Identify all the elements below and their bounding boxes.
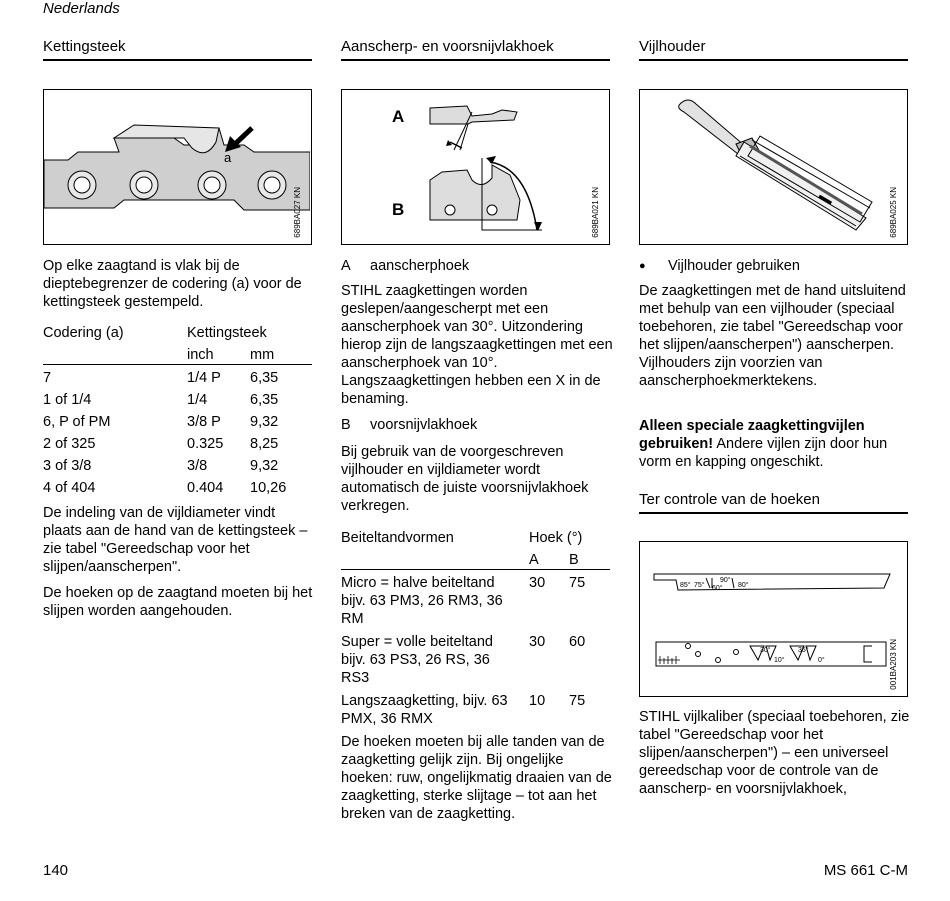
table-cell: Micro = halve beiteltand bijv. 63 PM3, 26 RM3, 36 RM: [341, 575, 503, 627]
gauge-top-label: 80°: [738, 582, 749, 589]
cutter-shapes-table: [341, 529, 610, 728]
label-b-text: voorsnijvlakhoek: [370, 417, 478, 433]
table-sub-mm: mm: [250, 347, 275, 363]
table-cell: 1/4: [187, 392, 208, 408]
special-files-rest: Andere vijlen zijn door hun vorm en kapping ongeschikt.: [639, 436, 888, 470]
side-plate-angle-paragraph: Bij gebruik van de voorgeschreven vijlhouder en vijldiameter wordt automatisch de juiste voorsnijvlakhoek verkregen.: [341, 444, 589, 514]
gauge-bottom-label: 35°: [798, 647, 809, 654]
figure-code: 689BA025 KN: [889, 187, 898, 238]
figure-label-a: a: [224, 150, 232, 165]
table-cell: 60: [569, 634, 586, 650]
gauge-top-label: 60°: [712, 585, 723, 592]
gauge-bottom-label: 10°: [774, 657, 785, 664]
section-heading-check-angles: Ter controle van de hoeken: [639, 491, 908, 514]
table-sub-inch: inch: [187, 347, 214, 363]
filing-gauge-illustration: [640, 542, 906, 695]
table-cell: 0.404: [187, 480, 224, 496]
section-heading-angles: Aanscherp- en voorsnijvlakhoek: [341, 38, 610, 61]
gauge-top-label: 75°: [694, 582, 705, 589]
file-diameter-paragraph: De indeling van de vijldiameter vindt plaats aan de hand van de kettingsteek – zie tabel "Gereedschap voor het slijpen/aanscherpen".: [43, 505, 308, 575]
label-b-letter: B: [341, 417, 351, 433]
figure-label-A: A: [392, 107, 405, 126]
file-holder-illustration: [640, 90, 906, 243]
label-a-letter: A: [341, 258, 351, 274]
section-heading-file-holder: Vijlhouder: [639, 38, 908, 61]
table-sub-a: A: [529, 552, 539, 568]
model-name: MS 661 C-M: [823, 862, 908, 879]
closing-paragraph: De hoeken moeten bij alle tanden van de zaagketting gelijk zijn. Bij ongelijke hoeken: ruw, ongelijkmatig draaien van de zaagketting, sterke slijtage – tot aan het breken van de zaagketting.: [341, 734, 612, 822]
file-holder-paragraph: De zaagkettingen met de hand uitsluitend met behulp van een vijlhouder (speciaal toebehoren, zie tabel "Gereedschap voor het slijpen/aanscherpen") aanscherpen. Vijlhouders zijn voorzien van aanscherphoekmerktekens.: [639, 283, 906, 389]
table-cell: 6,35: [250, 370, 279, 386]
special-files-paragraph: [639, 417, 911, 471]
table-cell: 9,32: [250, 458, 279, 474]
figure-code: 689BA027 KN: [293, 187, 302, 238]
table-cell: 10: [529, 693, 546, 709]
table-cell: 7: [43, 370, 52, 386]
gauge-top-label: 90°: [720, 577, 731, 584]
table-cell: 4 of 404: [43, 480, 96, 496]
table-cell: 10,26: [250, 480, 287, 496]
table-cell: 75: [569, 693, 586, 709]
section-heading-kettingsteek: Kettingsteek: [43, 38, 312, 61]
table-cell: 30: [529, 575, 546, 591]
table-cell: 3/8: [187, 458, 208, 474]
table-cell: 3 of 3/8: [43, 458, 92, 474]
table-cell: Super = volle beiteltand bijv. 63 PS3, 26 RS, 36 RS3: [341, 634, 493, 686]
gauge-paragraph: STIHL vijlkaliber (speciaal toebehoren, zie tabel "Gereedschap voor het slijpen/aanscherpen") – een universeel gereedschap voor de controle van de aanscherp- en voorsnijvlakhoek,: [639, 709, 910, 797]
table-header-angle: Hoek (°): [529, 530, 583, 546]
angles-figure: [341, 89, 610, 245]
bullet-title: Vijlhouder gebruiken: [668, 258, 800, 274]
gauge-top-label: 85°: [680, 582, 691, 589]
gauge-bottom-label: 0°: [818, 657, 825, 664]
figure-code: 001BA203 KN: [889, 639, 898, 690]
filing-gauge-figure: [639, 541, 908, 697]
intro-paragraph: Op elke zaagtand is vlak bij de dieptebegrenzer de codering (a) voor de kettingsteek gestempeld.: [43, 258, 302, 310]
table-cell: 6, P of PM: [43, 414, 111, 430]
table-cell: 30: [529, 634, 546, 650]
gauge-bottom-label: 30°: [760, 647, 771, 654]
page-number: 140: [43, 862, 69, 879]
angles-paragraph: De hoeken op de zaagtand moeten bij het slijpen worden aangehouden.: [43, 585, 313, 619]
label-a-text: aanscherphoek: [370, 258, 470, 274]
bullet-icon: ●: [639, 260, 646, 272]
table-header-pitch: Kettingsteek: [187, 325, 267, 341]
table-sub-b: B: [569, 552, 579, 568]
table-cell: Langszaagketting, bijv. 63 PMX, 36 RMX: [341, 693, 508, 727]
special-files-warning: Alleen speciale zaagkettingvijlen gebruiken!: [639, 418, 865, 452]
chain-illustration: [44, 90, 310, 243]
table-header-shapes: Beiteltandvormen: [341, 530, 454, 546]
figure-code: 689BA021 KN: [591, 187, 600, 238]
file-holder-figure: [639, 89, 908, 245]
table-cell: 0.325: [187, 436, 224, 452]
table-cell: 1 of 1/4: [43, 392, 92, 408]
angles-illustration: [342, 90, 608, 243]
table-cell: 6,35: [250, 392, 279, 408]
sharpening-angle-paragraph: STIHL zaagkettingen worden geslepen/aangescherpt met een aanscherphoek van 30°. Uitzondering hierop zijn de langszaagkettingen met een aanscherphoek van 10°. Langszaagkettingen hebben een X in de benaming.: [341, 283, 613, 407]
table-cell: 1/4 P: [187, 370, 221, 386]
table-header-code: Codering (a): [43, 325, 124, 341]
table-cell: 9,32: [250, 414, 279, 430]
pitch-table: [43, 324, 312, 497]
table-cell: 75: [569, 575, 586, 591]
language-label: Nederlands: [43, 0, 120, 17]
table-cell: 2 of 325: [43, 436, 96, 452]
figure-label-B: B: [392, 200, 405, 219]
table-cell: 3/8 P: [187, 414, 221, 430]
chain-pitch-figure: [43, 89, 312, 245]
table-cell: 8,25: [250, 436, 279, 452]
